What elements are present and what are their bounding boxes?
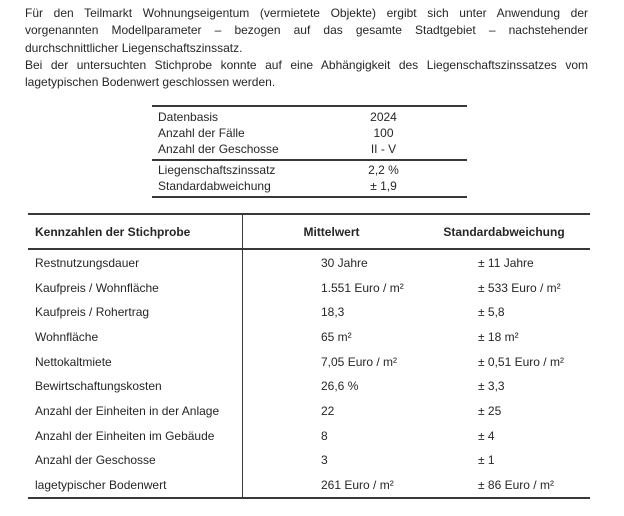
row-label: Standardabweichung bbox=[158, 179, 271, 194]
row-label: Anzahl der Einheiten im Gebäude bbox=[28, 423, 243, 448]
table-row bbox=[152, 162, 467, 178]
row-label: Bewirtschaftungskosten bbox=[28, 374, 243, 399]
row-label: Datenbasis bbox=[158, 109, 219, 124]
table-row bbox=[28, 448, 590, 473]
header-metric: Kennzahlen der Stichprobe bbox=[28, 215, 243, 248]
row-mean-value: 22 bbox=[321, 403, 335, 418]
text-line: vorgenannten Modellparameter – bezogen auf das gesamte Stadtgebiet – nachstehender bbox=[25, 23, 588, 38]
table-row bbox=[28, 275, 590, 300]
intro-text bbox=[25, 5, 588, 91]
row-label: Kaufpreis / Rohertrag bbox=[28, 300, 243, 325]
row-std-value: ± 3,3 bbox=[478, 379, 505, 394]
row-value: 2024 bbox=[370, 109, 397, 124]
statistics-table bbox=[28, 213, 590, 499]
summary-table-meta-rows bbox=[152, 107, 467, 161]
row-mean-value: 3 bbox=[321, 453, 328, 468]
table-row bbox=[28, 473, 590, 498]
row-std-value: ± 533 Euro / m² bbox=[478, 280, 561, 295]
row-mean-value: 1.551 Euro / m² bbox=[321, 280, 404, 295]
row-value: ± 1,9 bbox=[370, 179, 397, 194]
statistics-table-header bbox=[28, 215, 590, 250]
summary-table bbox=[152, 105, 467, 198]
table-row bbox=[152, 141, 467, 157]
row-std-value: ± 25 bbox=[478, 403, 502, 418]
text-line: durchschnittlicher Liegenschaftszinssatz. bbox=[25, 40, 243, 55]
row-label: Kaufpreis / Wohnfläche bbox=[28, 275, 243, 300]
row-mean-value: 261 Euro / m² bbox=[321, 478, 394, 493]
header-std: Standardabweichung bbox=[443, 224, 565, 239]
row-mean-value: 8 bbox=[321, 428, 328, 443]
paragraph-1 bbox=[25, 5, 588, 57]
table-row bbox=[28, 399, 590, 424]
table-row bbox=[152, 109, 467, 125]
row-label: Restnutzungsdauer bbox=[28, 250, 243, 275]
table-row bbox=[28, 325, 590, 350]
row-label: lagetypischer Bodenwert bbox=[28, 473, 243, 498]
row-std-value: ± 86 Euro / m² bbox=[478, 478, 554, 493]
row-label: Liegenschaftszinssatz bbox=[158, 163, 276, 178]
table-row bbox=[28, 374, 590, 399]
table-row bbox=[28, 423, 590, 448]
row-label: Anzahl der Geschosse bbox=[28, 448, 243, 473]
row-mean-value: 30 Jahre bbox=[321, 255, 368, 270]
row-value: II - V bbox=[370, 141, 397, 156]
table-row bbox=[28, 300, 590, 325]
text-line: lagetypischen Bodenwert geschlossen werden. bbox=[25, 75, 276, 90]
row-value: 100 bbox=[373, 125, 394, 140]
row-mean-value: 65 m² bbox=[321, 329, 352, 344]
table-row bbox=[28, 250, 590, 275]
text-line: Bei der untersuchten Stichprobe konnte auf eine Abhängigkeit des Liegenschaftszinssatzes vom bbox=[25, 57, 588, 72]
row-mean-value: 7,05 Euro / m² bbox=[321, 354, 398, 369]
row-label: Anzahl der Geschosse bbox=[158, 141, 279, 156]
row-label: Nettokaltmiete bbox=[28, 349, 243, 374]
row-std-value: ± 5,8 bbox=[478, 305, 505, 320]
table-row bbox=[152, 178, 467, 194]
table-row bbox=[152, 125, 467, 141]
row-label: Wohnfläche bbox=[28, 325, 243, 350]
row-std-value: ± 0,51 Euro / m² bbox=[478, 354, 564, 369]
text-line: Für den Teilmarkt Wohnungseigentum (vermietete Objekte) ergibt sich unter Anwendung der bbox=[25, 6, 588, 20]
row-label: Anzahl der Einheiten in der Anlage bbox=[28, 399, 243, 424]
row-std-value: ± 4 bbox=[478, 428, 495, 443]
summary-table-result-rows bbox=[152, 161, 467, 197]
header-mean: Mittelwert bbox=[303, 224, 360, 239]
row-mean-value: 26,6 % bbox=[321, 379, 359, 394]
table-row bbox=[28, 349, 590, 374]
statistics-table-body bbox=[28, 250, 590, 497]
row-mean-value: 18,3 bbox=[321, 305, 345, 320]
row-std-value: ± 1 bbox=[478, 453, 495, 468]
row-value: 2,2 % bbox=[368, 163, 399, 178]
row-label: Anzahl der Fälle bbox=[158, 125, 245, 140]
paragraph-2 bbox=[25, 57, 588, 92]
row-std-value: ± 11 Jahre bbox=[478, 255, 534, 270]
row-std-value: ± 18 m² bbox=[478, 329, 519, 344]
